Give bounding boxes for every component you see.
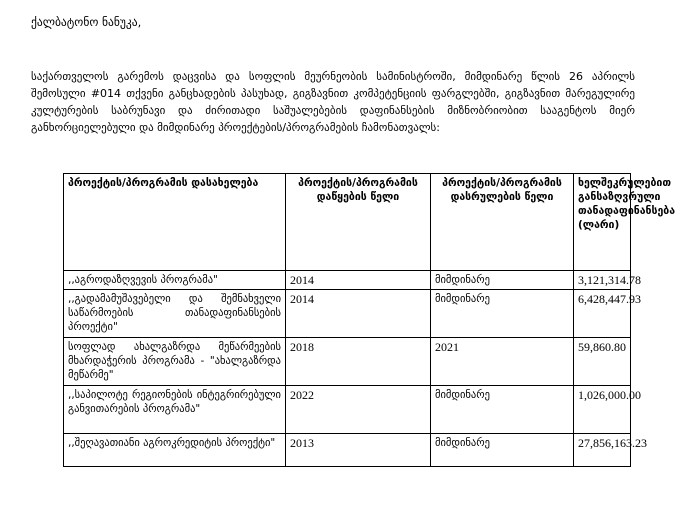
- cell-end-year: 2021: [431, 338, 574, 386]
- header-end-year: პროექტის/პროგრამის დასრულების წელი: [431, 174, 574, 271]
- cell-end-year: მიმდინარე: [431, 434, 574, 467]
- cell-amount: 6,428,447.93: [574, 290, 631, 338]
- cell-start-year: 2014: [286, 271, 431, 290]
- cell-end-year: მიმდინარე: [431, 386, 574, 434]
- table-row: [64, 434, 631, 467]
- cell-amount: 1,026,000.00: [574, 386, 631, 434]
- cell-end-year: მიმდინარე: [431, 271, 574, 290]
- header-project-name: პროექტის/პროგრამის დასახელება: [64, 174, 286, 271]
- cell-project-name: ,,საპილოტე რეგიონების ინტეგრირებული განვითარების პროგრამა": [64, 386, 286, 434]
- letter-intro-paragraph: საქართველოს გარემოს დაცვისა და სოფლის მეურნეობის სამინისტროში, მიმდინარე წლის 26 აპრილს შემოსული #014 თქვენი განცხადების პასუხად, გიგზავნით კომპეტენციის ფარგლებში, გიგზავნით მარეგულირე კულტურების საბრუნავი და ძირითადი საშუალებების დაფინანსების მიზნობრიობით სააგენტოს მიერ განხორციელებული და მიმდინარე პროექტების/პროგრამების ჩამონათვალს:: [31, 70, 635, 134]
- table-row: [64, 271, 631, 290]
- header-cofinancing-amount: ხელშეკრულებით განსაზღვრული თანადაფინანსება (ლარი): [574, 174, 631, 271]
- cell-project-name: ,,გადამამუშავებელი და შემნახველი საწარმოების თანადაფინანსების პროექტი": [64, 290, 286, 338]
- cell-start-year: 2018: [286, 338, 431, 386]
- cell-project-name: სოფლად ახალგაზრდა მეწარმეების მხარდაჭერის პროგრამა - "ახალგაზრდა მეწარმე": [64, 338, 286, 386]
- letter-greeting: ქალბატონო ნანუკა,: [31, 15, 142, 29]
- cell-amount: 59,860.80: [574, 338, 631, 386]
- table-row: [64, 338, 631, 386]
- cell-start-year: 2013: [286, 434, 431, 467]
- cell-start-year: 2022: [286, 386, 431, 434]
- cell-project-name: ,,აგროდაზღვევის პროგრამა": [64, 271, 286, 290]
- table-header-row: [64, 174, 631, 271]
- cell-amount: 3,121,314.78: [574, 271, 631, 290]
- projects-table: [63, 173, 676, 467]
- header-start-year: პროექტის/პროგრამის დაწყების წელი: [286, 174, 431, 271]
- cell-start-year: 2014: [286, 290, 431, 338]
- cell-end-year: მიმდინარე: [431, 290, 574, 338]
- table-row: [64, 290, 631, 338]
- cell-amount: 27,856,163.23: [574, 434, 631, 467]
- table-row: [64, 386, 631, 434]
- cell-project-name: ,,შეღავათიანი აგროკრედიტის პროექტი": [64, 434, 286, 467]
